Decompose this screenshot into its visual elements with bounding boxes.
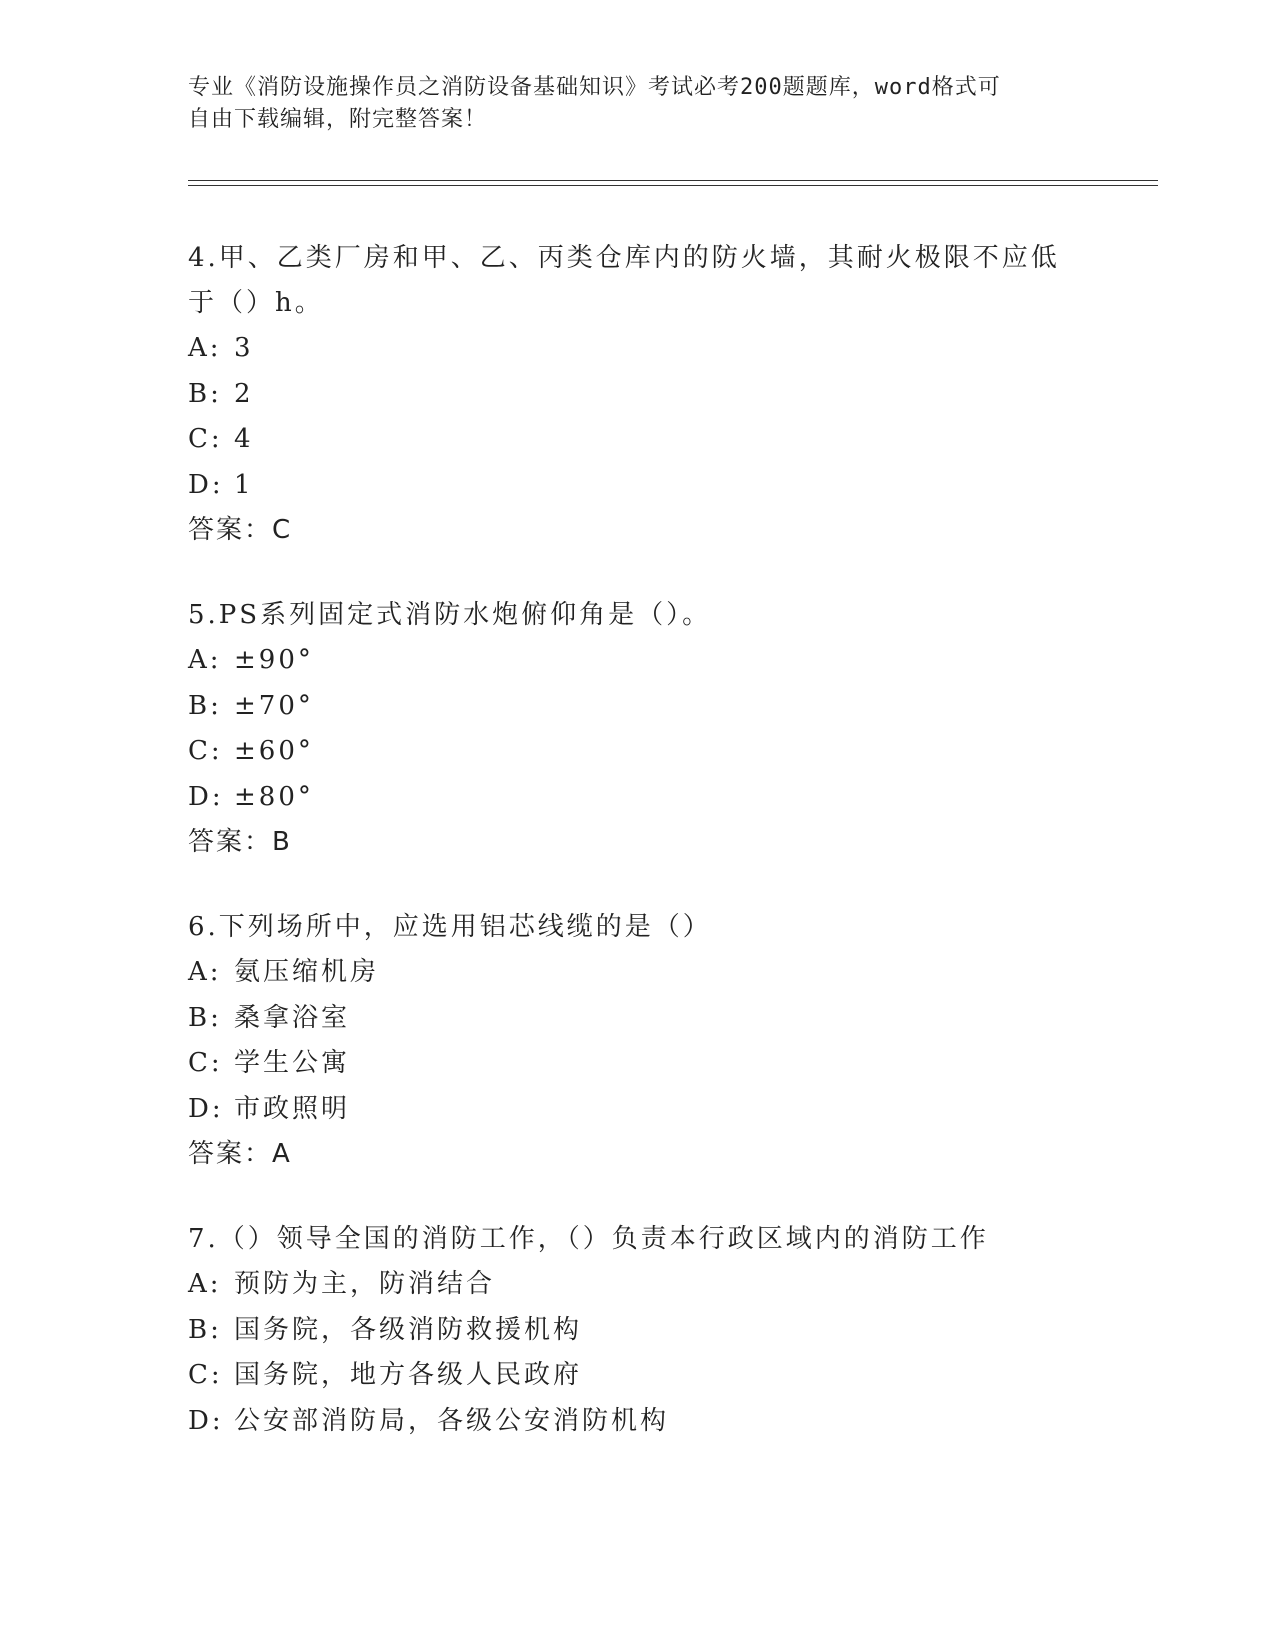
option-letter: D: [188,781,224,812]
question-text-line: 6.下列场所中，应选用铝芯线缆的是（） [188,912,712,942]
option-letter: C: [188,1360,223,1390]
option-text: 氨压缩机房 [234,957,380,987]
question-text-line: 于（）h。 [188,288,324,318]
question-4 [188,236,1088,553]
option-d [188,775,1088,821]
option-letter: A: [188,333,222,363]
option-b [188,1308,1088,1354]
header-line-2: 自由下载编辑，附完整答案！ [188,107,488,132]
option-text: 学生公寓 [234,1048,351,1078]
option-c [188,1041,1088,1087]
option-letter: D: [188,1093,224,1124]
option-letter: A: [188,1269,222,1299]
question-list [188,236,1088,1484]
option-letter: A: [188,957,222,987]
option-a [188,1262,1088,1308]
option-b [188,684,1088,730]
question-text-line: 7.（）领导全国的消防工作，（）负责本行政区域内的消防工作 [188,1224,989,1254]
option-text: 国务院，地方各级人民政府 [234,1360,583,1390]
option-letter: D: [188,469,224,500]
option-letter: B: [188,1002,222,1033]
question-7 [188,1217,1088,1444]
option-b [188,996,1088,1042]
option-text: ±80° [234,781,314,812]
option-d [188,1087,1088,1133]
option-a [188,638,1088,684]
option-c [188,417,1088,463]
header-rule-bottom [188,185,1158,186]
question-text-line: 4.甲、乙类厂房和甲、乙、丙类仓库内的防火墙，其耐火极限不应低 [188,243,1060,273]
option-text: 桑拿浴室 [234,1002,351,1033]
answer-line: 答案：A [188,1139,292,1169]
option-a [188,950,1088,996]
option-letter: D: [188,1405,224,1436]
option-letter: C: [188,736,223,766]
option-a [188,326,1088,372]
question-6 [188,905,1088,1177]
option-letter: C: [188,424,223,454]
option-text: 预防为主，防消结合 [234,1269,496,1299]
option-text: 1 [234,469,254,500]
option-letter: A: [188,645,222,675]
option-text: ±90° [234,645,314,675]
option-c [188,1353,1088,1399]
option-d [188,1399,1088,1445]
option-c [188,729,1088,775]
document-header [188,72,1068,136]
option-b [188,372,1088,418]
answer-line: 答案：C [188,515,293,545]
option-text: 市政照明 [234,1093,351,1124]
option-letter: B: [188,378,222,409]
answer-line: 答案：B [188,827,292,857]
option-letter: B: [188,1314,222,1345]
question-5 [188,593,1088,865]
header-rule-top [188,180,1158,181]
option-text: 3 [234,333,254,363]
option-d [188,463,1088,509]
option-text: 4 [234,424,254,454]
header-line-1: 专业《消防设施操作员之消防设备基础知识》考试必考200题题库，word格式可 [188,75,1001,100]
option-text: 公安部消防局，各级公安消防机构 [234,1405,670,1436]
option-text: ±60° [234,736,314,766]
option-letter: C: [188,1048,223,1078]
option-text: 2 [234,378,254,409]
option-text: 国务院，各级消防救援机构 [234,1314,583,1345]
option-text: ±70° [234,690,314,721]
option-letter: B: [188,690,222,721]
question-text-line: 5.PS系列固定式消防水炮俯仰角是（）。 [188,600,712,630]
